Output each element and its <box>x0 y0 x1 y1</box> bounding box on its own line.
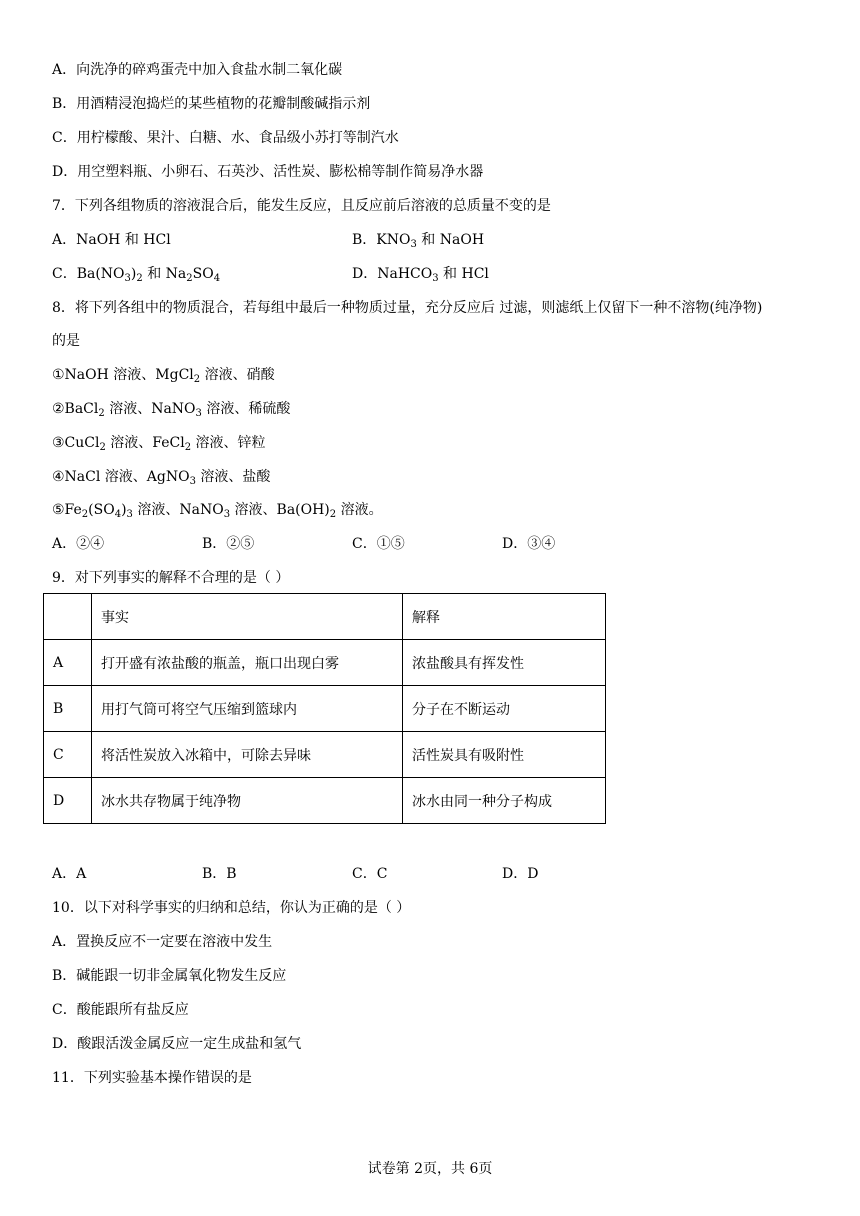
q8-option-b: B．②⑤ <box>202 536 255 552</box>
table-cell: 将活性炭放入冰箱中，可除去异味 <box>92 732 403 778</box>
q9-option-d: D．D <box>502 866 539 882</box>
q8-item-1: ①NaOH 溶液、MgCl$_2$ 溶液、硝酸 <box>52 367 275 385</box>
table-cell: D <box>44 778 92 824</box>
table-header-cell <box>44 594 92 640</box>
table-row <box>44 778 606 824</box>
q10-stem: 10．以下对科学事实的归纳和总结，你认为正确的是（ ） <box>52 900 411 916</box>
q8-item-4: ④NaCl 溶液、AgNO$_3$ 溶液、盐酸 <box>52 469 271 487</box>
table-cell: 浓盐酸具有挥发性 <box>403 640 606 686</box>
q10-option-d: D．酸跟活泼金属反应一定生成盐和氢气 <box>52 1036 302 1052</box>
table-row <box>44 686 606 732</box>
q8-option-c: C．①⑤ <box>352 536 405 552</box>
table-row <box>44 640 606 686</box>
q10-option-b: B．碱能跟一切非金属氧化物发生反应 <box>52 968 287 984</box>
q8-stem: 8．将下列各组中的物质混合，若每组中最后一种物质过量，充分反应后 过滤，则滤纸上仅留下一种不溶物(纯净物) <box>52 300 763 316</box>
table-header-cell: 解释 <box>403 594 606 640</box>
q7-option-d: D．NaHCO$_3$ 和 HCl <box>352 266 489 284</box>
q6-option-d: D．用空塑料瓶、小卵石、石英沙、活性炭、膨松棉等制作简易净水器 <box>52 164 484 180</box>
table-cell: 打开盛有浓盐酸的瓶盖，瓶口出现白雾 <box>92 640 403 686</box>
q9-option-a: A．A <box>52 866 87 882</box>
q6-option-b: B．用酒精浸泡捣烂的某些植物的花瓣制酸碱指示剂 <box>52 96 371 112</box>
q8-stem-cont: 的是 <box>52 333 80 349</box>
table-cell: 冰水由同一种分子构成 <box>403 778 606 824</box>
q6-option-a: A．向洗净的碎鸡蛋壳中加入食盐水制二氧化碳 <box>52 62 343 78</box>
page-footer: 试卷第 2页，共 6页 <box>367 1161 493 1177</box>
table-cell: 分子在不断运动 <box>403 686 606 732</box>
table-header-row <box>44 594 606 640</box>
q11-stem: 11．下列实验基本操作错误的是 <box>52 1070 252 1086</box>
q9-option-b: B．B <box>202 866 237 882</box>
q8-item-5: $⑤Fe_2(SO_4)_3$ 溶液、NaNO$_3$ 溶液、$Ba(OH)_2$ 溶液。 <box>52 502 383 520</box>
q7-option-c: C．$Ba(NO_3)_2$ 和 $Na_2SO_4$ <box>52 266 221 284</box>
q9-option-c: C．C <box>352 866 388 882</box>
table-cell: 用打气筒可将空气压缩到篮球内 <box>92 686 403 732</box>
q7-option-b: B．$KNO_3$ 和 NaOH <box>352 232 485 250</box>
q8-item-2: ②BaCl$_2$ 溶液、NaNO$_3$ 溶液、稀硫酸 <box>52 401 291 419</box>
q8-option-d: D．③④ <box>502 536 556 552</box>
q9-table <box>43 593 606 824</box>
q7-option-a: A．NaOH 和 HCl <box>52 232 171 248</box>
q9-stem: 9．对下列事实的解释不合理的是（ ） <box>52 570 290 586</box>
q8-item-3: ③CuCl$_2$ 溶液、FeCl$_2$ 溶液、锌粒 <box>52 435 266 453</box>
q8-option-a: A．②④ <box>52 536 105 552</box>
table-cell: 活性炭具有吸附性 <box>403 732 606 778</box>
q10-option-a: A．置换反应不一定要在溶液中发生 <box>52 934 273 950</box>
table-row <box>44 732 606 778</box>
table-cell: 冰水共存物属于纯净物 <box>92 778 403 824</box>
table-cell: C <box>44 732 92 778</box>
table-header-cell: 事实 <box>92 594 403 640</box>
table-cell: B <box>44 686 92 732</box>
q7-stem: 7．下列各组物质的溶液混合后，能发生反应，且反应前后溶液的总质量不变的是 <box>52 198 551 214</box>
q10-option-c: C．酸能跟所有盐反应 <box>52 1002 189 1018</box>
table-cell: A <box>44 640 92 686</box>
q6-option-c: C．用柠檬酸、果汁、白糖、水、食品级小苏打等制汽水 <box>52 130 399 146</box>
